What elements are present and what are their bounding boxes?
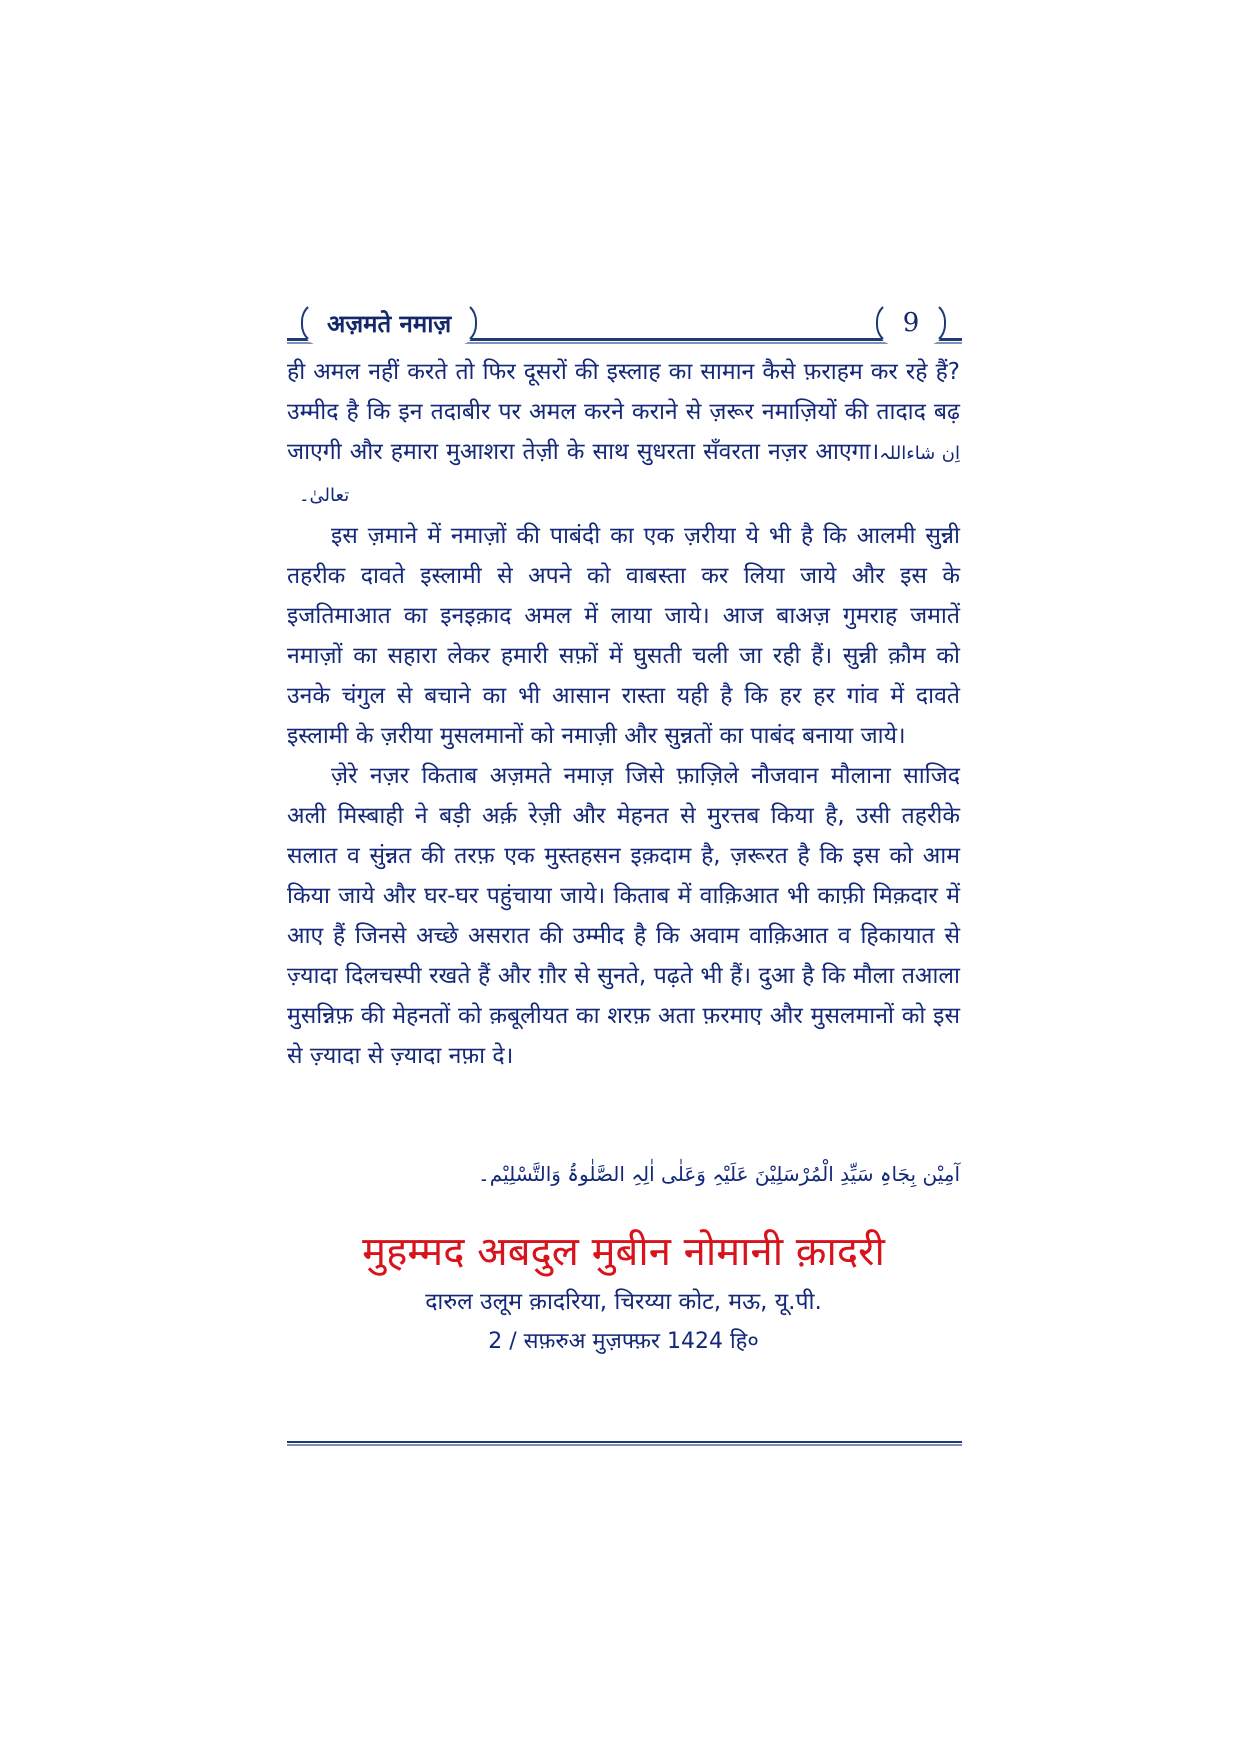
paragraph-1 [287,352,960,516]
arabic-dua: آمِیْن بِجَاہِ سَیِّدِ الْمُرْسَلِیْنَ عَلَیْہِ وَعَلٰی اٰلِہِ الصَّلٰوۃُ وَالتَّسْلِیْم۔ [478,1162,960,1186]
footer-divider [287,1441,962,1446]
page-number: 9 [876,300,946,346]
author-address: दारुल उलूम क़ादरिया, चिरय्या कोट, मऊ, यू.पी. [425,1289,822,1315]
body-text [287,352,960,1076]
paragraph-2: इस ज़माने में नमाज़ों की पाबंदी का एक ज़रीया ये भी है कि आलमी सुन्नी तहरीक दावते इस्लामी से अपने को वाबस्ता कर लिया जाये और इस के इजतिमाआत का इनइक़ाद अमल में लाया जाये। आज बाअज़ गुमराह जमातें नमाज़ों का सहारा लेकर हमारी सफ़ों में घुसती चली जा रही हैं। सुन्नी क़ौम को उनके चंगुल से बचाने का भी आसान रास्ता यही है कि हर हर गांव में दावते इस्लामी के ज़रीया मुसलमानों को नमाज़ी और सुन्नतों का पाबंद बनाया जाये। [287,523,960,749]
page-header [287,300,962,348]
paragraph-1-text: ही अमल नहीं करते तो फिर दूसरों की इस्लाह का सामान कैसे फ़राहम कर रहे हैं? उम्मीद है कि इन तदाबीर पर अमल करने कराने से ज़रूर नमाज़ियों की तादाद बढ़ जाएगी और हमारा मुआशरा तेज़ी के साथ सुधरता सँवरता नज़र आएगा। [287,359,960,465]
signature-block [287,1222,960,1362]
author-name: मुहम्मद अबदुल मुबीन नोमानी क़ादरी [362,1229,885,1275]
paragraph-3: ज़ेरे नज़र किताब अज़मते नमाज़ जिसे फ़ाज़िले नौजवान मौलाना साजिद अली मिस्बाही ने बड़ी अर्क़ रेज़ी और मेहनत से मुरत्तब किया है, उसी तहरीके सलात व सुंन्नत की तरफ़ एक मुस्तहसन इक़दाम है, ज़रूरत है कि इस को आम किया जाये और घर-घर पहुंचाया जाये। किताब में वाक़िआत भी काफ़ी मिक़दार में आए हैं जिनसे अच्छे असरात की उम्मीद है कि अवाम वाक़िआत व हिकायात से ज़्यादा दिलचस्पी रखते हैं और ग़ौर से सुनते, पढ़ते भी हैं। दुआ है कि मौला तआला मुसन्निफ़ की मेहनतों को क़बूलीयत का शरफ़ अता फ़रमाए और मुसलमानों को इस से ज़्यादा से ज़्यादा नफ़ा दे। [287,763,960,1069]
running-title: अज़मते नमाज़ [301,300,477,346]
arabic-inline-phrase: اِن شاءاللہ تعالیٰ۔ [299,443,960,506]
signature-date: 2 / सफ़रुअ मुज़फ्फ़र 1424 हि० [488,1329,759,1354]
